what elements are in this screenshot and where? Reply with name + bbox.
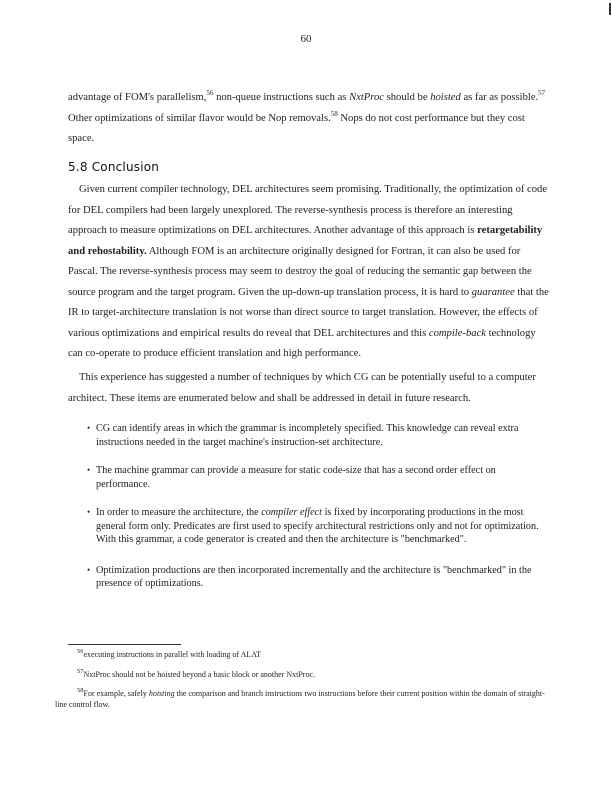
footnote-57 bbox=[55, 667, 555, 681]
list-item bbox=[88, 506, 548, 547]
footnotes bbox=[55, 650, 555, 719]
text: technology can co-operate to produce efficient translation and high performance. bbox=[68, 327, 536, 359]
bullet-icon: • bbox=[87, 423, 91, 433]
footnote-number: 57 bbox=[77, 667, 84, 675]
list-item bbox=[88, 422, 548, 449]
bullet-icon: • bbox=[87, 564, 91, 575]
text: This experience has suggested a number of techniques by which CG can be potentially useful to a computer architect. These items are enumerated below and shall be addressed in detail in future research. bbox=[68, 372, 536, 404]
emphasis-hoisting: hoisting bbox=[148, 689, 175, 698]
text: that the IR to target-architecture translation is not worse than direct source to target translation. However, the effects of various optimizations and empirical results do reveal that DEL architectures and this bbox=[68, 286, 549, 339]
emphasis-compiler-effect: compiler effect bbox=[261, 507, 323, 518]
footnote-text: NxtProc should not be hoisted beyond a basic block or another NxtProc. bbox=[83, 669, 316, 679]
page-number: 60 bbox=[300, 33, 312, 45]
list-item-text: The machine grammar can provide a measure for static code-size that has a second order effect on performance. bbox=[96, 465, 496, 490]
techniques-list bbox=[88, 422, 548, 606]
text: Other optimizations of similar flavor would be Nop removals. bbox=[68, 112, 331, 124]
conclusion-paragraph bbox=[68, 180, 550, 365]
text: advantage of FOM's parallelism, bbox=[68, 92, 207, 103]
bold-retargetability: retargetability and rehostability. bbox=[68, 225, 543, 257]
text: Nops do not cost performance but they cost space. bbox=[68, 112, 525, 144]
text: as far as possible. bbox=[460, 92, 539, 103]
list-item-text: In order to measure the architecture, the bbox=[96, 507, 262, 518]
list-item-text: is fixed by incorporating productions in the most general form only. Predicates are first used to specify architectural restrictions only and not for optimization. With this grammar, a code generator is created and then the architecture is "benchmarked". bbox=[96, 507, 539, 545]
bullet-icon: • bbox=[87, 465, 91, 475]
paragraph-continuation bbox=[68, 88, 550, 150]
emphasis-guarantee: guarantee bbox=[471, 286, 515, 298]
footnote-ref-57[interactable]: 57 bbox=[538, 89, 546, 97]
techniques-paragraph bbox=[68, 368, 550, 409]
scan-edge-mark bbox=[609, 3, 611, 15]
emphasis-nxtproc: NxtProc bbox=[349, 92, 384, 103]
text: Although FOM is an architecture originally designed for Fortran, it can also be used for Pascal. The reverse-synthesis process may seem to destroy the goal of reducing the semantic gap between the source program and the target program. Given the up-down-up translation process, it is hard to bbox=[68, 245, 532, 298]
text: should be bbox=[383, 92, 431, 103]
bullet-icon: • bbox=[87, 507, 91, 517]
list-item bbox=[88, 564, 548, 591]
footnote-text: the comparison and branch instructions two instructions before their current position within the domain of straight-line control flow. bbox=[55, 689, 545, 709]
list-item-text: Optimization productions are then incorporated incrementally and the architecture is "benchmarked" in the presence of optimizations. bbox=[96, 564, 532, 589]
footnote-divider bbox=[68, 644, 181, 645]
footnote-ref-58[interactable]: 58 bbox=[330, 109, 338, 118]
emphasis-hoisted: hoisted bbox=[430, 92, 461, 103]
list-item bbox=[88, 464, 548, 491]
footnote-text: executing instructions in parallel with loading of ALAT bbox=[83, 650, 262, 659]
text: non-queue instructions such as bbox=[213, 92, 350, 103]
footnote-58 bbox=[55, 689, 555, 710]
footnote-56 bbox=[55, 650, 555, 661]
footnote-number: 58 bbox=[77, 687, 84, 694]
footnote-number: 56 bbox=[77, 648, 84, 655]
footnote-text: For example, safely bbox=[83, 689, 149, 698]
footnote-ref-56[interactable]: 56 bbox=[206, 89, 214, 97]
text: Given current compiler technology, DEL architectures seem promising. Traditionally, the optimization of code for DEL compilers had been largely unexplored. The reverse-synthesis process is therefore an interesting approach to measure optimizations on DEL architectures. Another advantage of this approach is bbox=[68, 184, 548, 236]
emphasis-compile-back: compile-back bbox=[428, 327, 486, 339]
list-item-text: CG can identify areas in which the grammar is incompletely specified. This knowledge can reveal extra instructions needed in the target machine's instruction-set architecture. bbox=[96, 423, 519, 448]
section-heading: 5.8 Conclusion bbox=[68, 160, 160, 174]
